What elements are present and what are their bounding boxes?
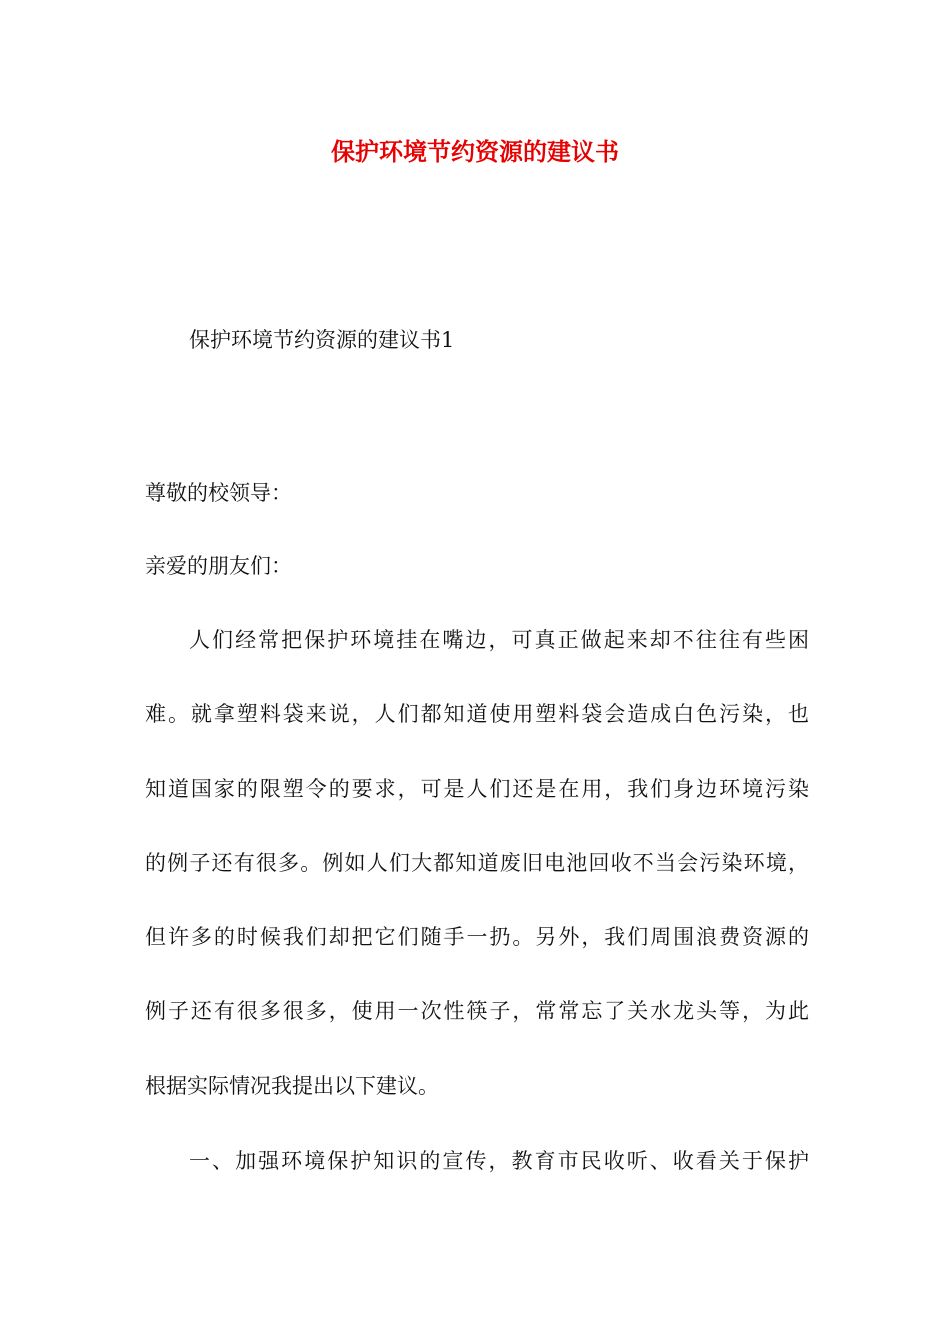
paragraph-line: 知道国家的限塑令的要求，可是人们还是在用，我们身边环境污染 xyxy=(145,776,809,801)
paragraph-1 xyxy=(145,603,809,1123)
paragraph-line: 人们经常把保护环境挂在嘴边，可真正做起来却不往往有些困 xyxy=(189,628,809,652)
paragraph-line: 根据实际情况我提出以下建议。 xyxy=(145,1073,439,1098)
salutation-leaders: 尊敬的校领导： xyxy=(145,481,292,505)
paragraph-line: 的例子还有很多。例如人们大都知道废旧电池回收不当会污染环境， xyxy=(145,850,809,875)
paragraph-line: 例子还有很多很多，使用一次性筷子，常常忘了关水龙头等，为此 xyxy=(145,999,809,1024)
paragraph-line: 一、加强环境保护知识的宣传，教育市民收听、收看关于保护 xyxy=(189,1149,809,1173)
paragraph-2 xyxy=(145,1124,809,1198)
document-title: 保护环境节约资源的建议书 xyxy=(331,137,619,166)
paragraph-line: 但许多的时候我们却把它们随手一扔。另外，我们周围浪费资源的 xyxy=(145,925,809,950)
paragraph-line: 难。就拿塑料袋来说，人们都知道使用塑料袋会造成白色污染，也 xyxy=(145,702,809,727)
document-subtitle: 保护环境节约资源的建议书1 xyxy=(189,328,455,352)
salutation-friends: 亲爱的朋友们： xyxy=(145,554,292,578)
